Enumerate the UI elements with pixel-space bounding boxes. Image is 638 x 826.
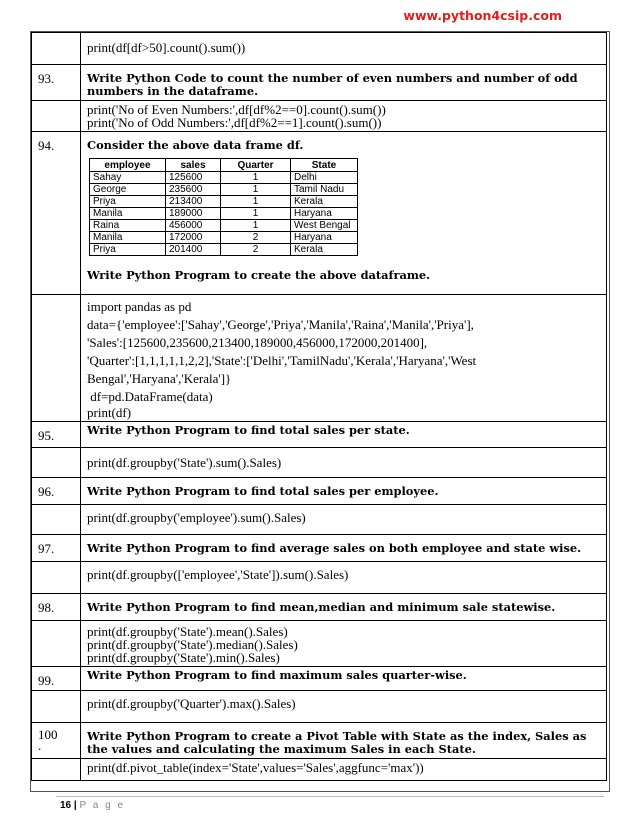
table-row	[32, 562, 607, 594]
question-text: Write Python Program to find total sales per state.	[87, 423, 410, 437]
dataframe-cell: Haryana	[291, 232, 358, 244]
table-row	[32, 478, 607, 505]
code-line: print(df[df>50].count().sum())	[87, 40, 246, 55]
dataframe-cell: 2	[221, 244, 291, 256]
code-line: print('No of Odd Numbers:',df[df%2==1].count().sum())	[87, 115, 382, 130]
dataframe-cell: Raina	[90, 220, 166, 232]
table-row	[32, 295, 607, 422]
table-row	[32, 667, 607, 691]
code-line: print(df.groupby('State').mean().Sales)	[87, 624, 288, 639]
dataframe-cell: 2	[221, 232, 291, 244]
code-line: print(df.groupby(['employee','State']).sum().Sales)	[87, 567, 349, 582]
row-number: 95.	[32, 422, 81, 448]
row-number: 97.	[32, 535, 81, 562]
row-number: 93.	[32, 65, 81, 101]
table-row	[32, 691, 607, 723]
dataframe-cell: 172000	[166, 232, 221, 244]
table-row	[32, 448, 607, 478]
dataframe-cell: West Bengal	[291, 220, 358, 232]
footer-separator: |	[73, 800, 77, 811]
dataframe-header: State	[291, 159, 358, 172]
table-row	[32, 132, 607, 295]
question-text: Write Python Program to find mean,median and minimum sale statewise.	[87, 600, 556, 614]
dataframe-header-row	[90, 159, 358, 172]
code-line: print(df.groupby('State').median().Sales)	[87, 637, 298, 652]
table-row	[32, 505, 607, 535]
site-url[interactable]: www.python4csip.com	[403, 8, 562, 23]
code-line: 'Quarter':[1,1,1,1,1,2,2],'State':['Delhi','TamilNadu','Kerala','Haryana','West	[87, 353, 477, 368]
footer-divider	[56, 796, 604, 797]
table-row	[32, 759, 607, 781]
dataframe-cell: 213400	[166, 196, 221, 208]
dataframe-row	[90, 208, 358, 220]
row-number: 98.	[32, 594, 81, 621]
row-number	[32, 33, 81, 65]
dataframe-cell: Delhi	[291, 172, 358, 184]
dataframe-cell: 1	[221, 196, 291, 208]
dataframe-cell: Priya	[90, 244, 166, 256]
table-row	[32, 594, 607, 621]
dataframe-header: sales	[166, 159, 221, 172]
row-number: 96.	[32, 478, 81, 505]
table-row	[32, 101, 607, 132]
qa-table	[31, 32, 607, 781]
code-line: data={'employee':['Sahay','George','Priya','Manila','Raina','Manila','Priya'],	[87, 317, 474, 332]
question-text: Consider the above data frame df.	[87, 138, 304, 152]
code-line: df=pd.DataFrame(data)	[87, 389, 213, 404]
dataframe-cell: 1	[221, 172, 291, 184]
code-line: import pandas as pd	[87, 299, 192, 314]
code-line: print(df.groupby('employee').sum().Sales)	[87, 510, 306, 525]
table-row	[32, 33, 607, 65]
dataframe-cell: 1	[221, 208, 291, 220]
dataframe-cell: 125600	[166, 172, 221, 184]
row-number: 99.	[32, 667, 81, 691]
table-row	[32, 422, 607, 448]
dataframe-table	[89, 158, 358, 256]
table-row	[32, 535, 607, 562]
code-line: Bengal','Haryana','Kerala']}	[87, 371, 232, 386]
dataframe-header: Quarter	[221, 159, 291, 172]
dataframe-row	[90, 220, 358, 232]
question-text: Write Python Program to create a Pivot Table with State as the index, Sales as the values and calculating the maximum Sales in each State.	[87, 729, 587, 756]
dataframe-cell: 189000	[166, 208, 221, 220]
question-text: Write Python Program to find maximum sales quarter-wise.	[87, 668, 467, 682]
dataframe-cell: 201400	[166, 244, 221, 256]
table-row	[32, 65, 607, 101]
dataframe-cell: Tamil Nadu	[291, 184, 358, 196]
page-label: P a g e	[79, 800, 126, 811]
code-line: print(df.groupby('State').sum().Sales)	[87, 455, 282, 470]
dataframe-cell: George	[90, 184, 166, 196]
question-text: Write Python Program to find total sales per employee.	[87, 484, 439, 498]
dataframe-row	[90, 232, 358, 244]
dataframe-cell: Sahay	[90, 172, 166, 184]
dataframe-cell: 456000	[166, 220, 221, 232]
code-line: 'Sales':[125600,235600,213400,189000,456000,172000,201400],	[87, 335, 428, 350]
dataframe-row	[90, 184, 358, 196]
question-text: Write Python Program to create the above dataframe.	[87, 268, 431, 282]
dataframe-cell: 235600	[166, 184, 221, 196]
page-number: 16	[60, 800, 72, 811]
table-row	[32, 621, 607, 667]
code-line: print(df.pivot_table(index='State',values='Sales',aggfunc='max'))	[87, 760, 424, 775]
dataframe-cell: Priya	[90, 196, 166, 208]
code-line: print('No of Even Numbers:',df[df%2==0].count().sum())	[87, 102, 386, 117]
dataframe-cell: Manila	[90, 232, 166, 244]
dataframe-cell: Haryana	[291, 208, 358, 220]
page-footer	[60, 800, 125, 811]
row-number: 94.	[32, 132, 81, 295]
code-line: print(df)	[87, 405, 132, 420]
table-row	[32, 723, 607, 759]
code-line: print(df.groupby('Quarter').max().Sales)	[87, 696, 296, 711]
dataframe-cell: Kerala	[291, 244, 358, 256]
row-number: 100 .	[32, 723, 81, 759]
dataframe-cell: 1	[221, 220, 291, 232]
dataframe-row	[90, 196, 358, 208]
dataframe-row	[90, 244, 358, 256]
dataframe-cell: 1	[221, 184, 291, 196]
code-line: print(df.groupby('State').min().Sales)	[87, 650, 280, 665]
dataframe-row	[90, 172, 358, 184]
dataframe-cell: Kerala	[291, 196, 358, 208]
dataframe-header: employee	[90, 159, 166, 172]
dataframe-cell: Manila	[90, 208, 166, 220]
question-text: Write Python Program to find average sales on both employee and state wise.	[87, 541, 582, 555]
question-text: Write Python Code to count the number of even numbers and number of odd numbers in the dataframe.	[87, 71, 578, 98]
